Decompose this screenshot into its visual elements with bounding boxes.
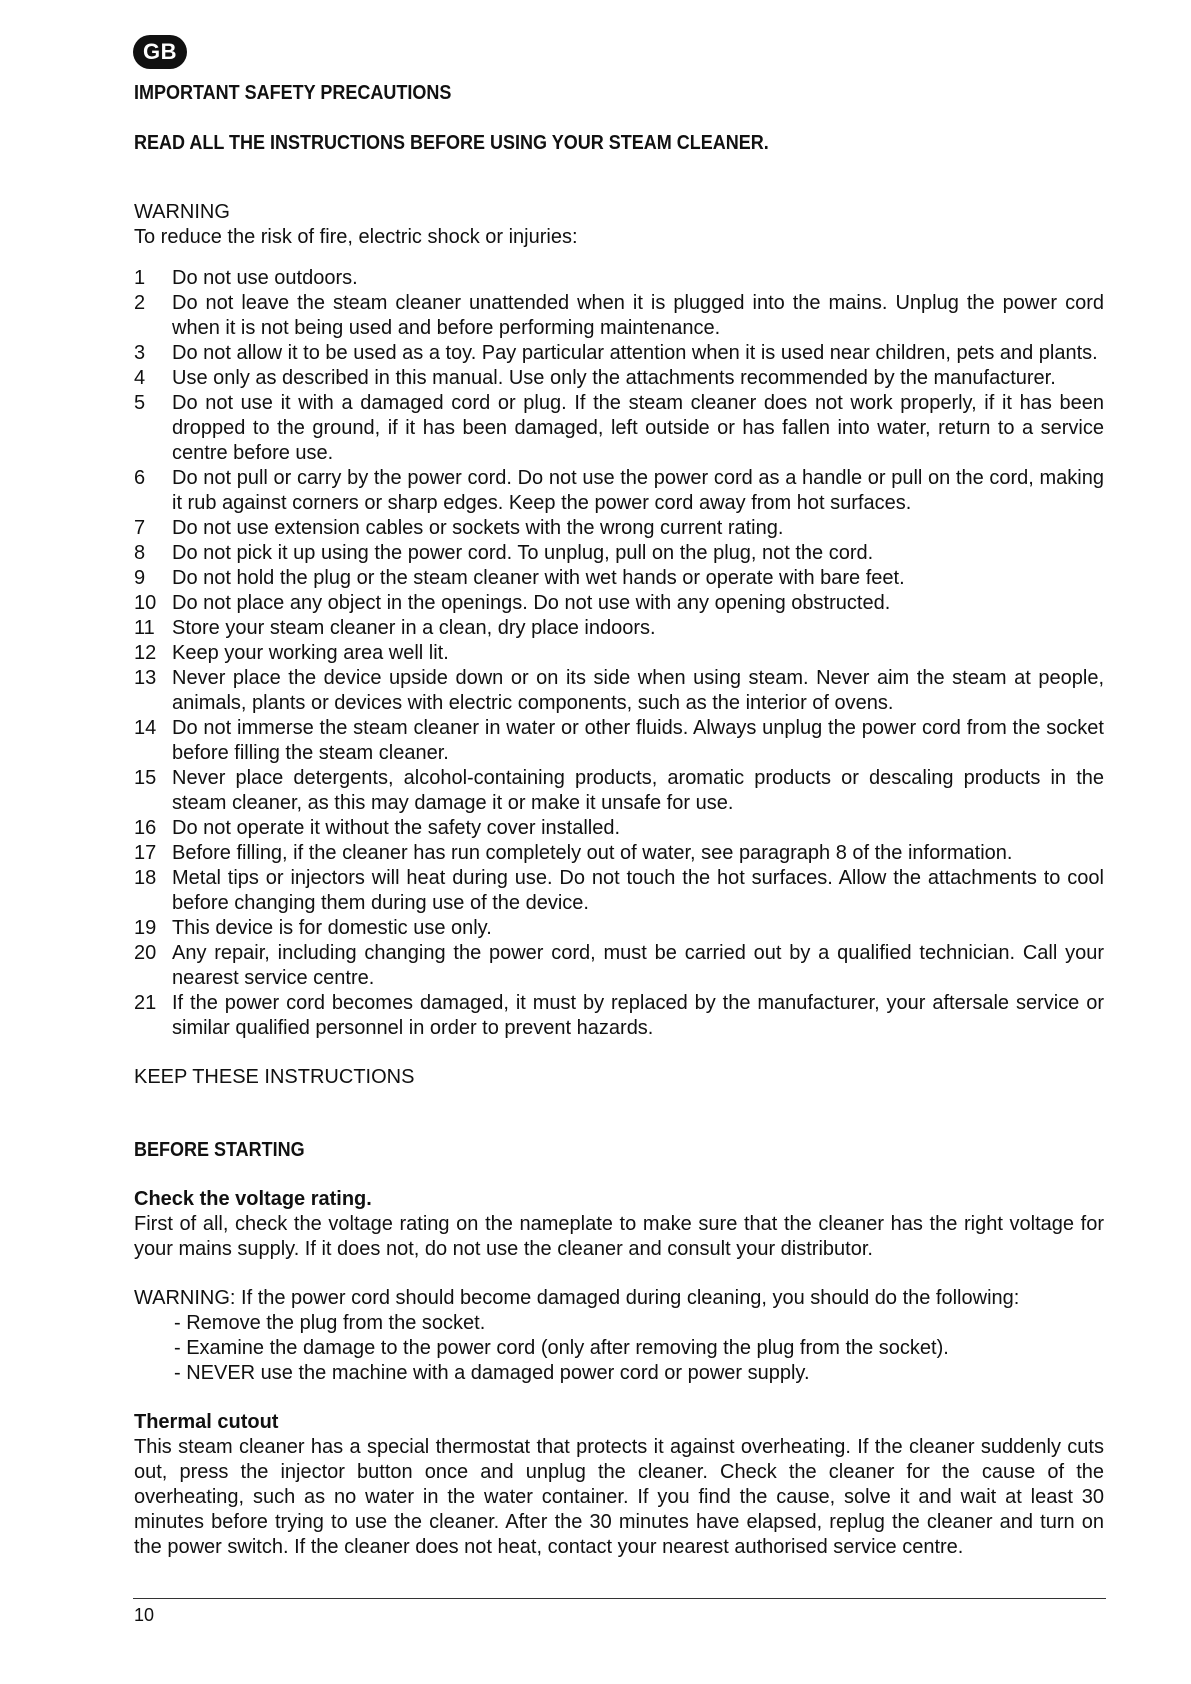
list-item	[134, 391, 1104, 466]
list-item	[134, 916, 1104, 941]
cord-warning-steps	[134, 1311, 1104, 1386]
rule-number: 17	[134, 842, 157, 864]
voltage-heading: Check the voltage rating.	[134, 1188, 372, 1210]
keep-instructions: KEEP THESE INSTRUCTIONS	[134, 1066, 415, 1088]
rule-text: Do not operate it without the safety cover installed.	[172, 817, 621, 839]
rule-number: 21	[134, 992, 157, 1014]
list-item	[134, 766, 1104, 816]
rule-number: 20	[134, 942, 157, 964]
list-item: - NEVER use the machine with a damaged power cord or power supply.	[174, 1362, 810, 1384]
rule-number: 5	[134, 392, 146, 414]
rule-text: Do not pull or carry by the power cord. Do not use the power cord as a handle or pull on the cord, making it rub against corners or sharp edges. Keep the power cord away from hot surfaces.	[172, 467, 1104, 514]
list-item	[134, 816, 1104, 841]
rule-number: 8	[134, 542, 146, 564]
warning-block	[134, 200, 1104, 250]
list-item	[134, 616, 1104, 641]
rule-text: Do not hold the plug or the steam cleaner with wet hands or operate with bare feet.	[172, 567, 905, 589]
rule-text: Store your steam cleaner in a clean, dry place indoors.	[172, 617, 656, 639]
rule-number: 16	[134, 817, 157, 839]
rule-text: Any repair, including changing the power cord, must be carried out by a qualified technician. Call your nearest service centre.	[172, 942, 1104, 989]
read-instructions-heading: READ ALL THE INSTRUCTIONS BEFORE USING YOUR STEAM CLEANER.	[134, 132, 769, 154]
rule-number: 4	[134, 367, 146, 389]
rule-number: 10	[134, 592, 157, 614]
warning-label: WARNING	[134, 201, 230, 223]
rule-text: Do not use outdoors.	[172, 267, 358, 289]
safety-rules-list	[134, 266, 1104, 1041]
rule-number: 2	[134, 292, 146, 314]
rule-number: 12	[134, 642, 157, 664]
list-item	[134, 466, 1104, 516]
rule-number: 11	[134, 617, 155, 639]
before-starting-title: BEFORE STARTING	[134, 1139, 305, 1161]
rule-number: 3	[134, 342, 146, 364]
rule-number: 9	[134, 567, 146, 589]
thermal-heading: Thermal cutout	[134, 1411, 279, 1433]
rule-text: Never place the device upside down or on its side when using steam. Never aim the steam at people, animals, plants or devices with electric components, such as the interior of ovens.	[172, 667, 1104, 714]
list-item	[134, 716, 1104, 766]
rule-text: Do not pick it up using the power cord. To unplug, pull on the plug, not the cord.	[172, 542, 874, 564]
rule-text: Do not place any object in the openings. Do not use with any opening obstructed.	[172, 592, 891, 614]
list-item	[134, 941, 1104, 991]
rule-number: 14	[134, 717, 157, 739]
rule-text: If the power cord becomes damaged, it must by replaced by the manufacturer, your aftersale service or similar qualified personnel in order to prevent hazards.	[172, 992, 1104, 1039]
list-item	[134, 341, 1104, 366]
page-content	[134, 80, 1104, 1560]
rule-text: Keep your working area well lit.	[172, 642, 449, 664]
list-item	[134, 991, 1104, 1041]
rule-text: Do not use it with a damaged cord or plug. If the steam cleaner does not work properly, if it has been dropped to the ground, if it has been damaged, left outside or has fallen into water, return to a service centre before use.	[172, 392, 1104, 464]
rule-text: Do not leave the steam cleaner unattended when it is plugged into the mains. Unplug the power cord when it is not being used and before performing maintenance.	[172, 292, 1104, 339]
rule-text: This device is for domestic use only.	[172, 917, 492, 939]
list-item	[134, 541, 1104, 566]
rule-text: Do not immerse the steam cleaner in water or other fluids. Always unplug the power cord from the socket before filling the steam cleaner.	[172, 717, 1104, 764]
rule-number: 13	[134, 667, 157, 689]
rule-text: Do not use extension cables or sockets with the wrong current rating.	[172, 517, 784, 539]
rule-number: 19	[134, 917, 157, 939]
list-item	[134, 566, 1104, 591]
list-item	[134, 641, 1104, 666]
list-item	[134, 366, 1104, 391]
thermal-paragraph: This steam cleaner has a special thermostat that protects it against overheating. If the cleaner suddenly cuts out, press the injector button once and unplug the cleaner. Check the cleaner for the cause of the overheating, such as no water in the water container. If you find the cause, solve it and wait at least 30 minutes before trying to use the cleaner. After the 30 minutes have elapsed, replug the cleaner and turn on the power switch. If the cleaner does not heat, contact your nearest authorised service centre.	[134, 1436, 1104, 1558]
list-item: - Remove the plug from the socket.	[174, 1312, 486, 1334]
footer-divider	[133, 1598, 1106, 1599]
list-item	[134, 841, 1104, 866]
list-item	[134, 516, 1104, 541]
rule-number: 1	[134, 267, 146, 289]
list-item	[134, 291, 1104, 341]
list-item	[134, 866, 1104, 916]
list-item	[134, 666, 1104, 716]
rule-text: Never place detergents, alcohol-containing products, aromatic products or descaling products in the steam cleaner, as this may damage it or make it unsafe for use.	[172, 767, 1104, 814]
list-item: - Examine the damage to the power cord (only after removing the plug from the socket).	[174, 1337, 949, 1359]
list-item	[134, 591, 1104, 616]
warning-intro: To reduce the risk of fire, electric shock or injuries:	[134, 226, 578, 248]
rule-number: 6	[134, 467, 146, 489]
language-badge: GB	[133, 35, 187, 69]
rule-text: Before filling, if the cleaner has run completely out of water, see paragraph 8 of the information.	[172, 842, 1013, 864]
cord-warning: WARNING: If the power cord should become damaged during cleaning, you should do the following:	[134, 1287, 1020, 1309]
rule-text: Metal tips or injectors will heat during use. Do not touch the hot surfaces. Allow the attachments to cool before changing them during use of the device.	[172, 867, 1104, 914]
voltage-paragraph: First of all, check the voltage rating on the nameplate to make sure that the cleaner has the right voltage for your mains supply. If it does not, do not use the cleaner and consult your distributor.	[134, 1213, 1104, 1260]
safety-title: IMPORTANT SAFETY PRECAUTIONS	[134, 82, 452, 104]
rule-text: Use only as described in this manual. Use only the attachments recommended by the manufacturer.	[172, 367, 1056, 389]
rule-text: Do not allow it to be used as a toy. Pay particular attention when it is used near children, pets and plants.	[172, 342, 1098, 364]
rule-number: 7	[134, 517, 146, 539]
rule-number: 18	[134, 867, 157, 889]
rule-number: 15	[134, 767, 157, 789]
list-item	[134, 266, 1104, 291]
page-number: 10	[134, 1605, 155, 1625]
